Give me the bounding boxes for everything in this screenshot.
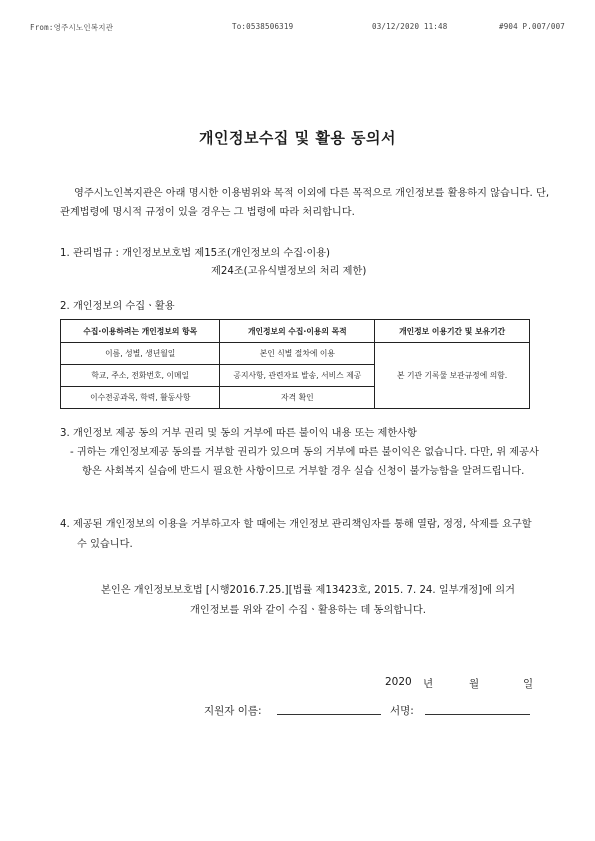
date-day-label: 일 xyxy=(523,678,534,690)
section4-body: 4. 제공된 개인정보의 이용을 거부하고자 할 때에는 개인정보 관리책임자를 통해 열람, 정정, 삭제를 요구할 수 있습니다. xyxy=(60,519,532,550)
table-header-items: 수집·이용하려는 개인정보의 항목 xyxy=(61,320,220,343)
fax-from: From:영주시노인복지관 xyxy=(30,23,114,32)
table-cell-retention: 본 기관 기록물 보관규정에 의함. xyxy=(375,343,530,409)
signature-field[interactable] xyxy=(425,714,530,715)
fax-page: #904 P.007/007 xyxy=(498,22,565,31)
fax-to: To:0538506319 xyxy=(232,22,294,31)
info-table xyxy=(60,319,530,409)
section3-body-container xyxy=(70,443,548,481)
date-year: 2020 xyxy=(385,676,412,688)
section3-body: - 귀하는 개인정보제공 동의를 거부할 권리가 있으며 동의 거부에 따른 불이익은 없습니다. 다만, 위 제공사항은 사회복지 실습에 반드시 필요한 사항이므로 거부할 경우 실습 신청이 불가능함을 알려드립니다. xyxy=(70,447,539,477)
consent-line2: 개인정보를 위와 같이 수집ㆍ활용하는 데 동의합니다. xyxy=(190,604,426,616)
section1-line2: 제24조(고유식별정보의 처리 제한) xyxy=(211,266,367,277)
document-title: 개인정보수집 및 활용 동의서 xyxy=(198,129,397,147)
table-cell-item: 이수전공과목, 학력, 활동사항 xyxy=(61,387,220,409)
section4-container xyxy=(60,515,544,554)
section1-line1: 1. 관리법규 : 개인정보보호법 제15조(개인정보의 수집·이용) xyxy=(60,248,330,259)
table-header-retention: 개인정보 이용기간 및 보유기간 xyxy=(375,320,530,343)
consent-line1: 본인은 개인정보보호법 [시행2016.7.25.][법률 제13423호, 2015. 7. 24. 일부개정]에 의거 xyxy=(101,585,515,596)
consent-statement xyxy=(78,581,538,620)
applicant-name-field[interactable] xyxy=(277,714,381,715)
section2-heading: 2. 개인정보의 수집ㆍ활용 xyxy=(60,301,175,312)
applicant-name-label: 지원자 이름: xyxy=(204,705,262,717)
table-cell-purpose: 본인 식별 절차에 이용 xyxy=(220,343,375,365)
table-header-row xyxy=(61,320,530,343)
date-year-label: 년 xyxy=(423,678,434,690)
signature-label: 서명: xyxy=(390,705,414,717)
table-cell-item: 학교, 주소, 전화번호, 이메일 xyxy=(61,365,220,387)
table-cell-purpose: 공지사항, 관련자료 발송, 서비스 제공 xyxy=(220,365,375,387)
table-cell-item: 이름, 성별, 생년월일 xyxy=(61,343,220,365)
section3-heading: 3. 개인정보 제공 동의 거부 권리 및 동의 거부에 따른 불이익 내용 또는 제한사항 xyxy=(60,428,417,439)
intro-paragraph: 영주시노인복지관은 아래 명시한 이용범위와 목적 이외에 다른 목적으로 개인정보를 활용하지 않습니다. 단, 관계법령에 명시적 규정이 있을 경우는 그 법령에 따라 처리합니다. xyxy=(60,188,550,218)
date-month-label: 월 xyxy=(469,678,480,690)
table-row xyxy=(61,343,530,365)
table-header-purpose: 개인정보의 수집·이용의 목적 xyxy=(220,320,375,343)
table-cell-purpose: 자격 확인 xyxy=(220,387,375,409)
fax-datetime: 03/12/2020 11:48 xyxy=(372,22,448,31)
